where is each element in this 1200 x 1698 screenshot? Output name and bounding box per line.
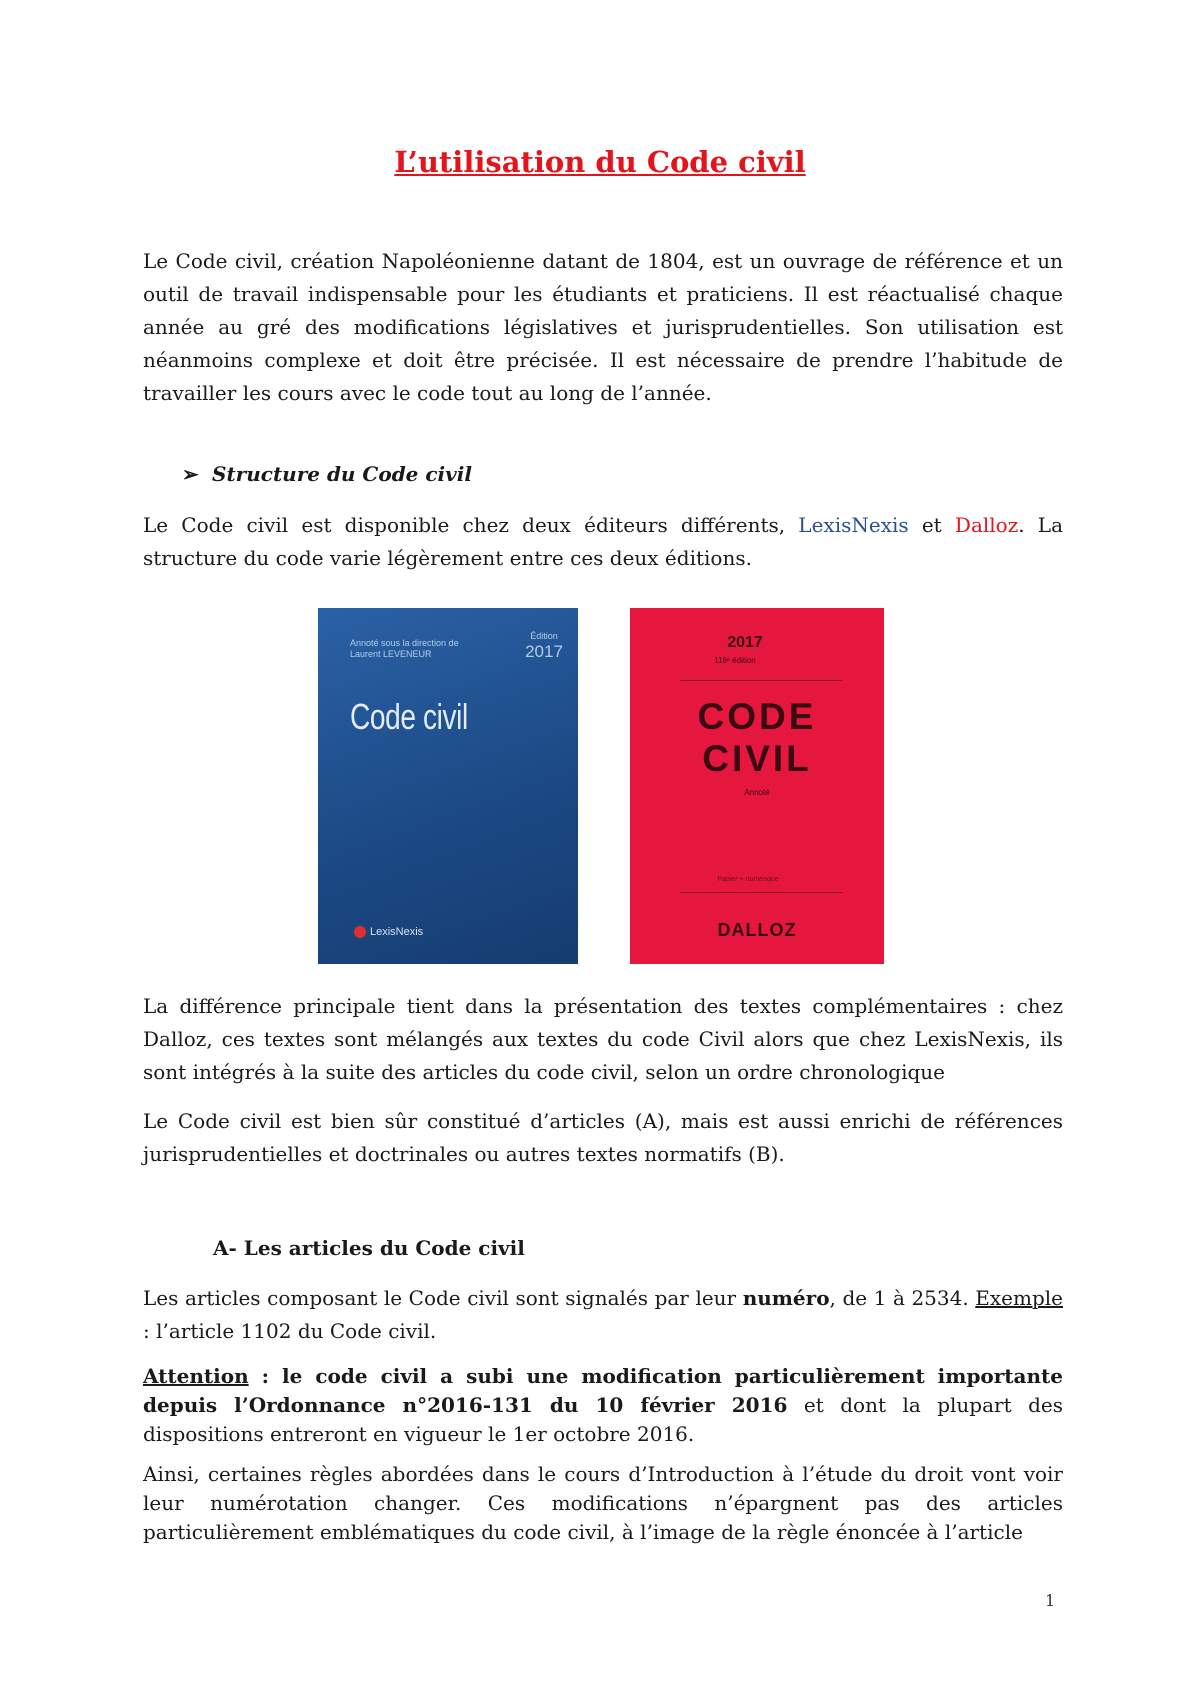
lexisnexis-cover-editor: Annoté sous la direction de Laurent LEVENEUR <box>350 638 459 659</box>
intro-paragraph: Le Code civil, création Napoléonienne datant de 1804, est un ouvrage de référence et un outil de travail indispensable pour les étudiants et praticiens. Il est réactualisé chaque année au gré des modifications législatives et jurisprudentielles. Son utilisation est néanmoins complexe et doit être précisée. Il est nécessaire de prendre l’habitude de travailler les cours avec le code tout au long de l’année. <box>143 249 1063 405</box>
lexisnexis-edition-year: 2017 <box>525 642 563 661</box>
lexisnexis-cover-title: Code civil <box>350 696 468 737</box>
lexisnexis-logo-icon <box>354 926 366 938</box>
publisher-lexisnexis: LexisNexis <box>798 513 909 537</box>
publishers-text-3: . La structure du code varie légèrement entre ces deux éditions. <box>143 513 1064 570</box>
lexisnexis-cover-image <box>318 608 578 964</box>
publishers-text-2: et <box>908 513 955 537</box>
ainsi-paragraph: Ainsi, certaines règles abordées dans le cours d’Introduction à l’étude du droit vont voir leur numérotation changer. Ces modifications n’épargnent pas des articles particulièrement emblématiques du code civil, à l’image de la règle énoncée à l’article <box>143 1462 1063 1544</box>
constitution-paragraph: Le Code civil est bien sûr constitué d’articles (A), mais est aussi enrichi de références jurisprudentielles et doctrinales ou autres textes normatifs (B). <box>143 1109 1063 1166</box>
dalloz-logo: DALLOZ <box>717 920 797 940</box>
attention-label: Attention <box>143 1364 249 1388</box>
lexisnexis-logo-text: LexisNexis <box>370 926 424 938</box>
page-number: 1 <box>1045 1591 1056 1610</box>
publishers-paragraph <box>143 509 1063 575</box>
dalloz-cover-annote: Annoté <box>744 788 770 797</box>
dalloz-cover-divider-top <box>680 680 842 681</box>
publisher-dalloz: Dalloz <box>954 513 1019 537</box>
dalloz-cover-edition: 116ᵉ édition <box>714 656 756 665</box>
articles-text-1: Les articles composant le Code civil sont signalés par leur <box>143 1286 743 1310</box>
publishers-text-1: Le Code civil est disponible chez deux éditeurs différents, <box>143 513 799 537</box>
arrow-bullet-icon: ➢ <box>182 462 199 486</box>
section-heading-structure-text: Structure du Code civil <box>212 462 472 486</box>
section-heading-articles: A- Les articles du Code civil <box>213 1236 525 1260</box>
exemple-text: : l’article 1102 du Code civil. <box>143 1319 437 1343</box>
dalloz-cover-divider-bottom <box>680 892 842 893</box>
attention-paragraph <box>143 1362 1063 1449</box>
attention-rest-text: et dont la plupart des dispositions entreront en vigueur le 1er octobre 2016. <box>143 1393 1063 1446</box>
lexisnexis-logo <box>354 926 423 938</box>
articles-text-bold: numéro <box>742 1286 830 1310</box>
articles-paragraph <box>143 1282 1063 1348</box>
attention-bold-text: : le code civil a subi une modification particulièrement importante depuis l’Ordonnance n°2016-131 du 10 février 2016 <box>143 1364 1063 1417</box>
section-heading-structure <box>182 462 472 486</box>
dalloz-cover-paper: Papier + numérique <box>717 876 779 883</box>
dalloz-cover-image <box>630 608 884 964</box>
page-title: L’utilisation du Code civil <box>394 145 806 179</box>
exemple-label: Exemple <box>975 1286 1064 1310</box>
articles-text-2: , de 1 à 2534. <box>829 1286 976 1310</box>
difference-paragraph: La différence principale tient dans la présentation des textes complémentaires : chez Dalloz, ces textes sont mélangés aux textes du code Civil alors que chez LexisNexis, ils sont intégrés à la suite des articles du code civil, selon un ordre chronologique <box>143 994 1063 1084</box>
dalloz-cover-title: CODE CIVIL <box>697 696 817 779</box>
lexisnexis-cover-edition <box>524 630 564 662</box>
dalloz-cover-year: 2017 <box>727 634 763 651</box>
lexisnexis-edition-label: Édition <box>530 631 558 641</box>
